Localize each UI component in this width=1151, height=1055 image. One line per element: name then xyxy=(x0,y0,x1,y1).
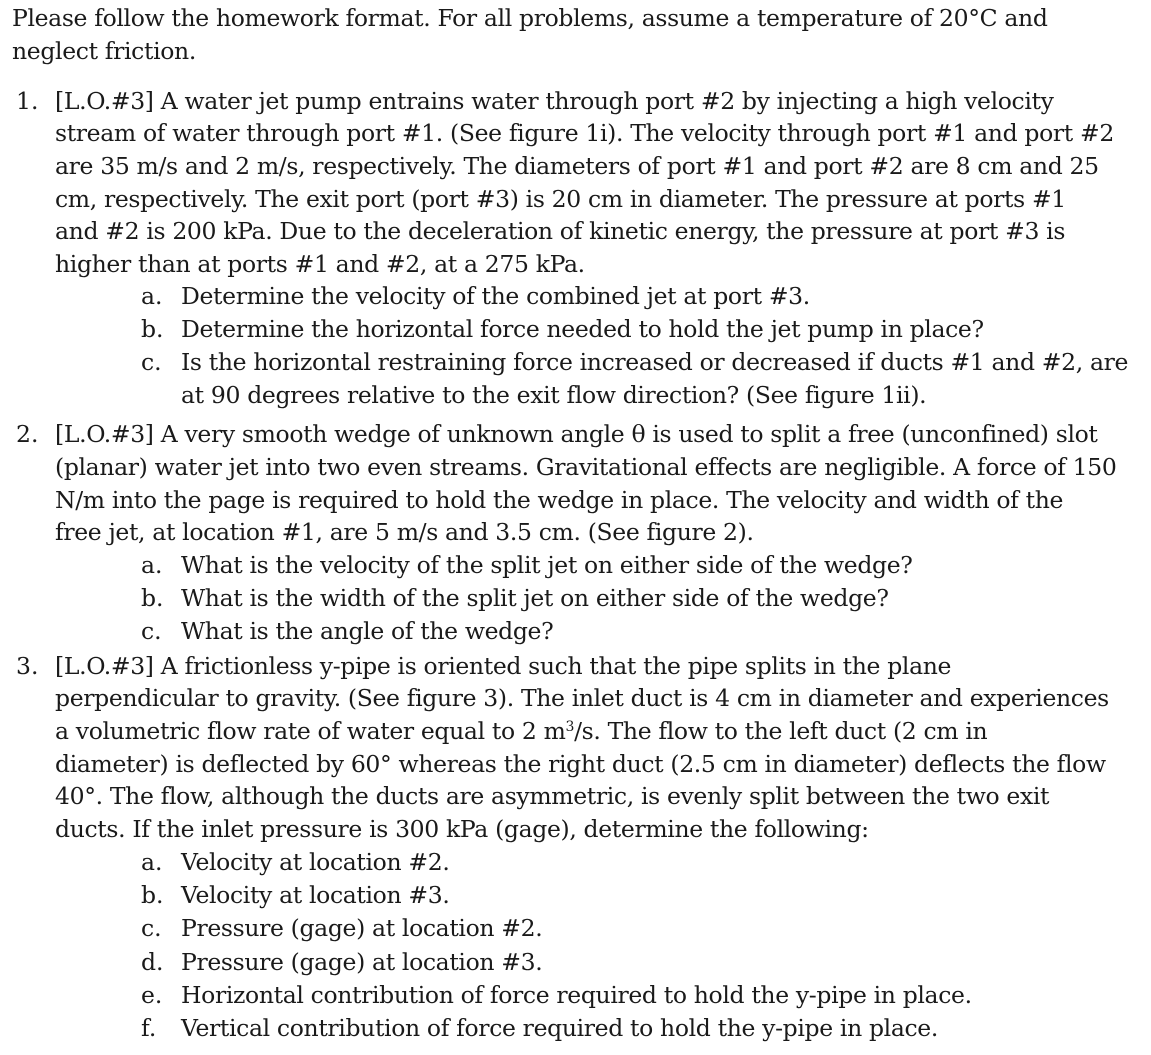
problem-3-part-a-label: a. xyxy=(141,848,163,876)
problem-2-part-a-text: What is the velocity of the split jet on either side of the wedge? xyxy=(181,551,913,579)
problem-3-line-3-head: a volumetric flow rate of water equal to 2 m xyxy=(55,717,566,745)
problem-3-line-3 xyxy=(55,715,987,748)
problem-2-number: 2. xyxy=(16,420,39,448)
problem-1-part-a-text: Determine the velocity of the combined jet at port #3. xyxy=(181,282,810,310)
problem-2-line-3: N/m into the page is required to hold the wedge in place. The velocity and width of the xyxy=(55,486,1064,514)
problem-1-part-b-text: Determine the horizontal force needed to hold the jet pump in place? xyxy=(181,315,984,343)
problem-3-line-4: diameter) is deflected by 60° whereas the right duct (2.5 cm in diameter) deflects the flow xyxy=(55,750,1106,778)
problem-3-part-f-label: f. xyxy=(141,1014,157,1042)
problem-1-part-c-label: c. xyxy=(141,348,162,376)
problem-2-line-1: [L.O.#3] A very smooth wedge of unknown angle θ is used to split a free (unconfined) slot xyxy=(55,420,1098,448)
problem-2-part-a-label: a. xyxy=(141,551,163,579)
problem-2-line-2: (planar) water jet into two even streams. Gravitational effects are negligible. A force of 150 xyxy=(55,453,1117,481)
cubic-superscript: 3 xyxy=(565,719,575,735)
problem-1-line-3: are 35 m/s and 2 m/s, respectively. The diameters of port #1 and port #2 are 8 cm and 25 xyxy=(55,152,1099,180)
problem-1-line-2: stream of water through port #1. (See figure 1i). The velocity through port #1 and port #2 xyxy=(55,119,1114,147)
problem-1-part-c-text-2: at 90 degrees relative to the exit flow direction? (See figure 1ii). xyxy=(181,381,927,409)
problem-3-part-e-text: Horizontal contribution of force required to hold the y-pipe in place. xyxy=(181,981,972,1009)
problem-1-part-a-label: a. xyxy=(141,282,163,310)
intro-line-2: neglect friction. xyxy=(12,37,196,65)
problem-3-line-5: 40°. The flow, although the ducts are asymmetric, is evenly split between the two exit xyxy=(55,782,1050,810)
problem-3-part-e-label: e. xyxy=(141,981,163,1009)
problem-1-part-c-text-1: Is the horizontal restraining force increased or decreased if ducts #1 and #2, are xyxy=(181,348,1129,376)
problem-3-line-3-tail: /s. The flow to the left duct (2 cm in xyxy=(574,717,988,745)
problem-3-part-a-text: Velocity at location #2. xyxy=(181,848,450,876)
problem-2-part-c-label: c. xyxy=(141,617,162,645)
problem-2-part-b-label: b. xyxy=(141,584,164,612)
problem-1-line-1: [L.O.#3] A water jet pump entrains water through port #2 by injecting a high velocity xyxy=(55,87,1054,115)
problem-3-line-2: perpendicular to gravity. (See figure 3). The inlet duct is 4 cm in diameter and experiences xyxy=(55,684,1109,712)
problem-3-part-b-text: Velocity at location #3. xyxy=(181,881,450,909)
problem-3-line-1: [L.O.#3] A frictionless y-pipe is oriented such that the pipe splits in the plane xyxy=(55,652,952,680)
problem-1-line-4: cm, respectively. The exit port (port #3) is 20 cm in diameter. The pressure at ports #1 xyxy=(55,185,1066,213)
intro-line-1: Please follow the homework format. For all problems, assume a temperature of 20°C and xyxy=(12,4,1048,32)
problem-2-line-4: free jet, at location #1, are 5 m/s and 3.5 cm. (See figure 2). xyxy=(55,518,754,546)
problem-3-number: 3. xyxy=(16,652,39,680)
problem-3-part-c-text: Pressure (gage) at location #2. xyxy=(181,914,543,942)
problem-3-part-c-label: c. xyxy=(141,914,162,942)
problem-3-part-d-text: Pressure (gage) at location #3. xyxy=(181,948,543,976)
problem-3-part-d-label: d. xyxy=(141,948,164,976)
problem-1-line-5: and #2 is 200 kPa. Due to the deceleration of kinetic energy, the pressure at port #3 is xyxy=(55,217,1066,245)
problem-2-part-b-text: What is the width of the split jet on either side of the wedge? xyxy=(181,584,889,612)
problem-1-part-b-label: b. xyxy=(141,315,164,343)
problem-2-part-c-text: What is the angle of the wedge? xyxy=(181,617,554,645)
problem-1-line-6: higher than at ports #1 and #2, at a 275 kPa. xyxy=(55,250,585,278)
problem-3-part-f-text: Vertical contribution of force required to hold the y-pipe in place. xyxy=(181,1014,938,1042)
problem-1-number: 1. xyxy=(16,87,39,115)
problem-3-line-6: ducts. If the inlet pressure is 300 kPa (gage), determine the following: xyxy=(55,815,869,843)
problem-3-part-b-label: b. xyxy=(141,881,164,909)
